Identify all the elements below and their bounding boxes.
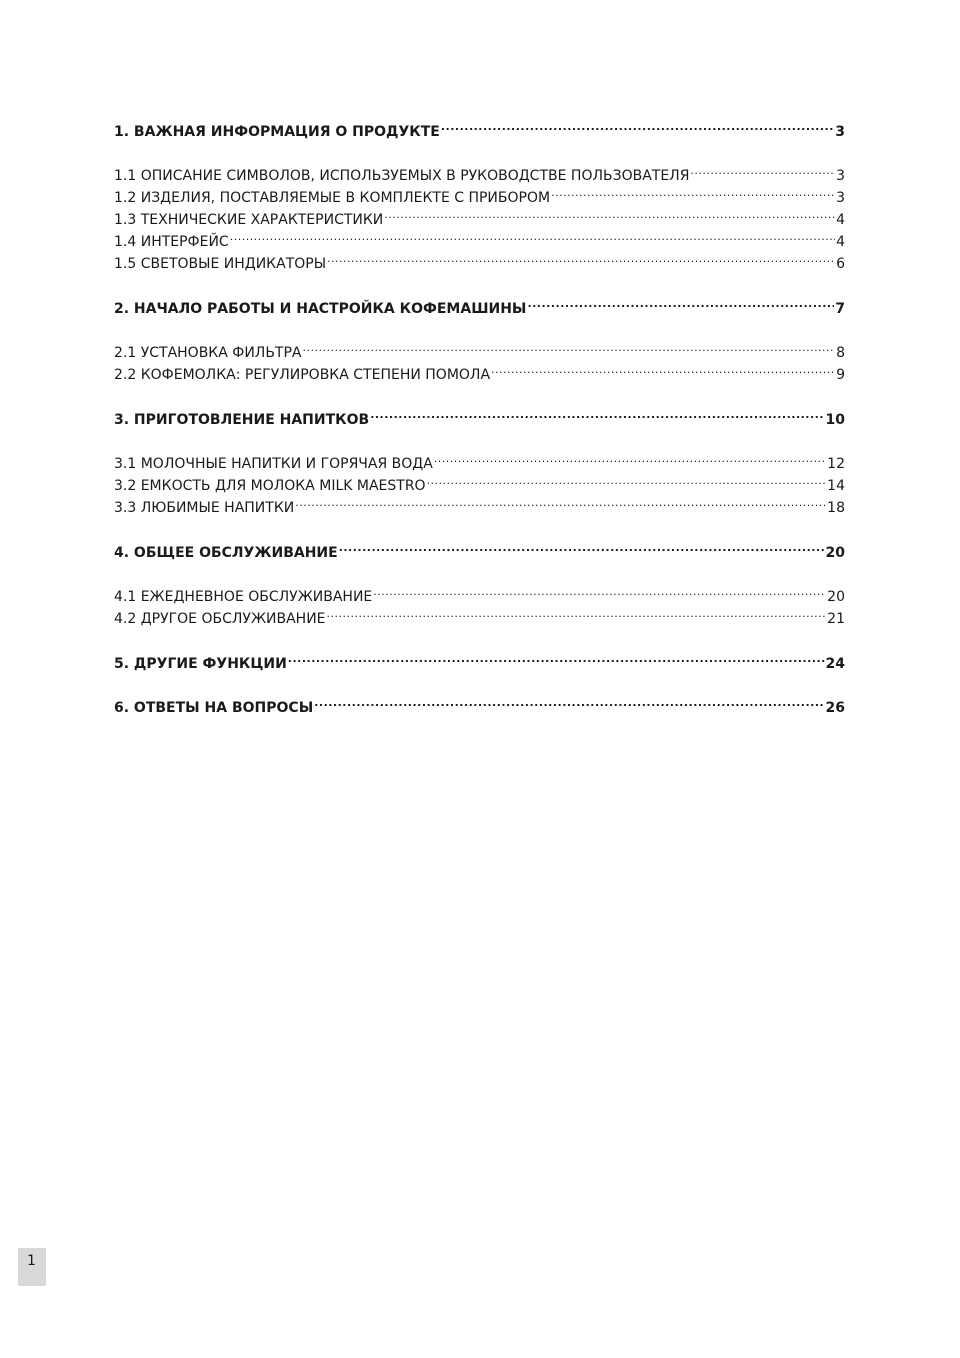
toc-leader-dots [373,579,826,601]
toc-section-label: 3.1 МОЛОЧНЫЕ НАПИТКИ И ГОРЯЧАЯ ВОДА [114,456,433,472]
toc-leader-dots [303,335,836,357]
toc-chapter-2[interactable] [114,291,845,317]
toc-page-number: 18 [827,500,845,516]
toc-section-1-1[interactable] [114,158,845,184]
toc-section-2-1[interactable] [114,335,845,361]
toc-leader-dots [295,490,826,512]
toc-leader-dots [441,114,834,136]
toc-page-number: 3 [836,190,845,206]
toc-leader-dots [230,224,835,246]
toc-page-number: 14 [827,478,845,494]
toc-page-number: 8 [836,345,845,361]
toc-page-number: 20 [827,589,845,605]
toc-page-number: 24 [825,656,845,672]
toc-section-4-1[interactable] [114,579,845,605]
page-number-badge [18,1248,46,1286]
toc-leader-dots [339,535,825,557]
toc-page-number: 7 [835,301,845,317]
toc-leader-dots [690,158,835,180]
toc-chapter-label: 3. ПРИГОТОВЛЕНИЕ НАПИТКОВ [114,412,370,428]
toc-page-number: 6 [836,256,845,272]
toc-section-label: 1.5 СВЕТОВЫЕ ИНДИКАТОРЫ [114,256,327,272]
toc-page-number: 21 [827,611,845,627]
toc-section-label: 4.2 ДРУГОЕ ОБСЛУЖИВАНИЕ [114,611,326,627]
toc-page-number: 4 [836,212,845,228]
toc-leader-dots [491,357,835,379]
toc-page-number: 12 [827,456,845,472]
toc-chapter-label: 1. ВАЖНАЯ ИНФОРМАЦИЯ О ПРОДУКТЕ [114,124,440,140]
toc-section-label: 2.2 КОФЕМОЛКА: РЕГУЛИРОВКА СТЕПЕНИ ПОМОЛА [114,367,491,383]
toc-section-label: 1.1 ОПИСАНИЕ СИМВОЛОВ, ИСПОЛЬЗУЕМЫХ В РУКОВОДСТВЕ ПОЛЬЗОВАТЕЛЯ [114,168,690,184]
toc-chapter-label: 4. ОБЩЕЕ ОБСЛУЖИВАНИЕ [114,545,338,561]
toc-leader-dots [551,180,835,202]
toc-leader-dots [384,202,835,224]
toc-leader-dots [314,690,824,712]
toc-page-number: 26 [825,700,845,716]
toc-leader-dots [427,468,827,490]
toc-leader-dots [327,601,827,623]
table-of-contents [114,114,845,716]
toc-section-3-1[interactable] [114,446,845,472]
toc-leader-dots [434,446,826,468]
toc-section-label: 3.3 ЛЮБИМЫЕ НАПИТКИ [114,500,295,516]
toc-chapter-1[interactable] [114,114,845,140]
toc-chapter-label: 6. ОТВЕТЫ НА ВОПРОСЫ [114,700,314,716]
toc-leader-dots [370,402,824,424]
toc-page-number: 4 [836,234,845,250]
toc-page-number: 3 [836,168,845,184]
toc-chapter-4[interactable] [114,535,845,561]
toc-section-label: 2.1 УСТАНОВКА ФИЛЬТРА [114,345,302,361]
page-number: 1 [27,1253,36,1269]
toc-section-label: 3.2 ЕМКОСТЬ ДЛЯ МОЛОКА MILK MAESTRO [114,478,426,494]
toc-chapter-6[interactable] [114,690,845,716]
toc-page-number: 20 [825,545,845,561]
toc-chapter-3[interactable] [114,402,845,428]
toc-section-label: 1.2 ИЗДЕЛИЯ, ПОСТАВЛЯЕМЫЕ В КОМПЛЕКТЕ С ПРИБОРОМ [114,190,551,206]
toc-chapter-5[interactable] [114,646,845,672]
toc-leader-dots [288,646,825,668]
toc-chapter-label: 5. ДРУГИЕ ФУНКЦИИ [114,656,287,672]
toc-leader-dots [327,246,835,268]
toc-page-number: 9 [836,367,845,383]
toc-page-number: 3 [835,124,845,140]
toc-section-label: 4.1 ЕЖЕДНЕВНОЕ ОБСЛУЖИВАНИЕ [114,589,373,605]
toc-section-label: 1.3 ТЕХНИЧЕСКИЕ ХАРАКТЕРИСТИКИ [114,212,384,228]
toc-section-label: 1.4 ИНТЕРФЕЙС [114,234,229,250]
toc-chapter-label: 2. НАЧАЛО РАБОТЫ И НАСТРОЙКА КОФЕМАШИНЫ [114,301,527,317]
toc-leader-dots [527,291,834,313]
toc-page-number: 10 [825,412,845,428]
